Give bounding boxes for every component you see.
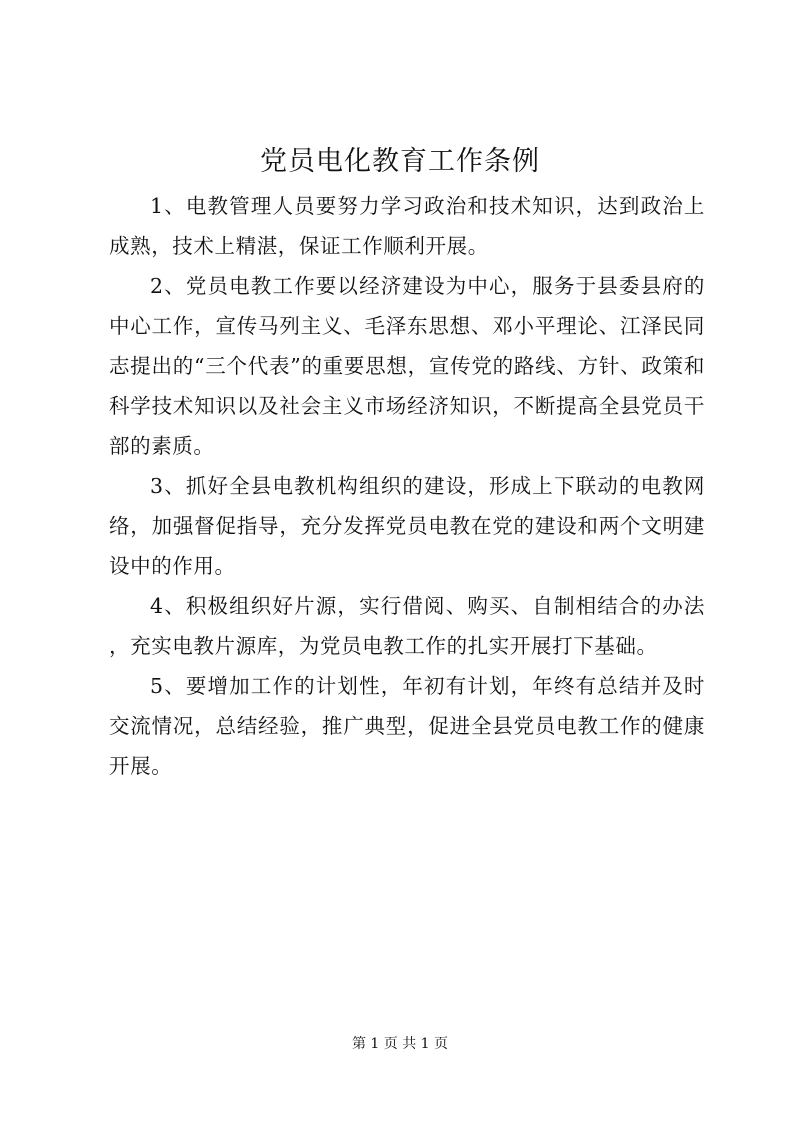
article-paragraph-1: 1、电教管理人员要努力学习政治和技术知识，达到政治上成熟，技术上精湛，保证工作顺利开展。 [109, 194, 705, 258]
page-number-footer: 第 1 页 共 1 页 [351, 1036, 449, 1052]
article-paragraph-3: 3、抓好全县电教机构组织的建设，形成上下联动的电教网络，加强督促指导，充分发挥党员电教在党的建设和两个文明建设中的作用。 [109, 474, 705, 578]
document-body [109, 186, 705, 786]
article-paragraph-5: 5、要增加工作的计划性，年初有计划，年终有总结并及时交流情况，总结经验，推广典型，促进全县党员电教工作的健康开展。 [109, 674, 705, 778]
article-paragraph-2: 2、党员电教工作要以经济建设为中心，服务于县委县府的中心工作，宣传马列主义、毛泽东思想、邓小平理论、江泽民同志提出的“三个代表”的重要思想，宣传党的路线、方针、政策和科学技术知识以及社会主义市场经济知识，不断提高全县党员干部的素质。 [109, 274, 705, 458]
document-title: 党员电化教育工作条例 [260, 146, 540, 177]
article-paragraph-4: 4、积极组织好片源，实行借阅、购买、自制相结合的办法，充实电教片源库，为党员电教工作的扎实开展打下基础。 [109, 594, 705, 658]
